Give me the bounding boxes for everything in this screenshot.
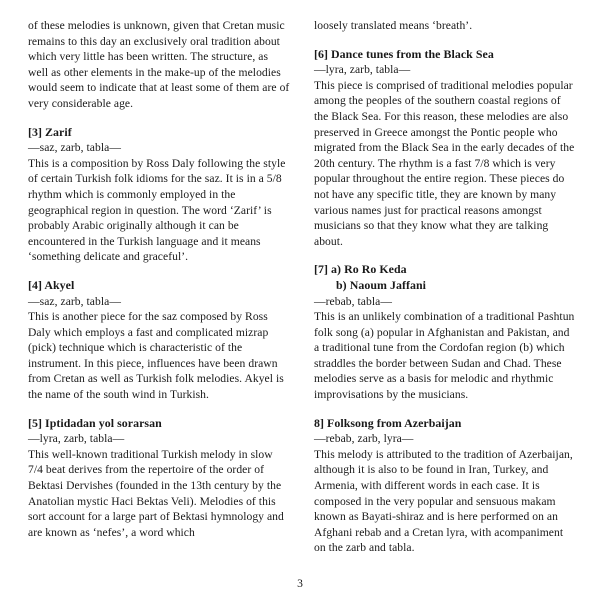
right-intro-paragraph: loosely translated means ‘breath’. bbox=[314, 19, 473, 32]
section-iptidadan-text: This well-known traditional Turkish melody in slow 7/4 beat derives from the repertoire of the order of Bektasi Dervishes (founded in the 13th century by the Anatolian mystic Haci Bektas Veli). Melodies of this sort account for a large part of Bektasi hymnology and are known as ‘nefes’, a word which bbox=[28, 447, 284, 539]
section-iptidadan-title: [5] Iptidadan yol sorarsan bbox=[28, 415, 162, 430]
section-akyel-title: [4] Akyel bbox=[28, 277, 75, 292]
left-column bbox=[28, 18, 290, 570]
two-column-layout bbox=[28, 18, 575, 570]
section-ro-ro-keda bbox=[314, 262, 576, 402]
right-intro-block bbox=[314, 18, 576, 34]
right-column bbox=[314, 18, 576, 570]
section-ro-ro-keda-title: [7] a) Ro Ro Keda bbox=[314, 262, 407, 277]
section-black-sea-title: [6] Dance tunes from the Black Sea bbox=[314, 46, 494, 61]
page-number: 3 bbox=[297, 577, 303, 590]
section-akyel-instruments: —saz, zarb, tabla— bbox=[28, 294, 121, 308]
section-zarif-text: This is a composition by Ross Daly following the style of certain Turkish folk idioms for the saz. It is in a 5/8 rhythm which is commonly employed in the geographical region in question. The word ‘Zarif’ is probably Arabic originally although it can be encountered in the Turkish language and it means ‘something delicate and graceful’. bbox=[28, 156, 286, 264]
section-black-sea-instruments: —lyra, zarb, tabla— bbox=[314, 63, 411, 77]
section-akyel-text: This is another piece for the saz composed by Ross Daly which employs a fast and complicated mizrap (pick) technique which is characteristic of the instrument. In this piece, influences have been drawn from Cretan as well as Turkish folk melodies. Akyel is the name of the south wind in Turkish. bbox=[28, 310, 284, 402]
section-azerbaijan-text: This melody is attributed to the tradition of Azerbaijan, although it is also to be found in Iran, Turkey, and Armenia, with different words in each case. It is composed in the very popular and sensuous makam known as Bayati-shiraz and is here performed on an Afghani rebab and a Cretan lyra, with acompaniment on the zarb and tabla. bbox=[314, 447, 573, 555]
section-azerbaijan-instruments: —rebab, zarb, lyra— bbox=[314, 432, 414, 446]
section-iptidadan-yol-sorarsan bbox=[28, 416, 290, 541]
section-iptidadan-instruments: —lyra, zarb, tabla— bbox=[28, 432, 125, 446]
left-intro-block bbox=[28, 18, 290, 112]
section-akyel bbox=[28, 278, 290, 403]
section-black-sea-dance-tunes bbox=[314, 47, 576, 250]
section-folksong-azerbaijan bbox=[314, 416, 576, 556]
section-azerbaijan-title: 8] Folksong from Azerbaijan bbox=[314, 415, 462, 430]
section-zarif-instruments: —saz, zarb, tabla— bbox=[28, 141, 121, 155]
section-black-sea-text: This piece is comprised of traditional melodies popular among the peoples of the southern coastal regions of the Black Sea. For this reason, these melodies are also preserved in Greece amongst the Pontic people who migrated from the Black Sea in the early decades of the 20th century. The rhythm is a fast 7/8 which is very popular throughout the entire region. These pieces do not have any specific title, they are known by many various names just for practical reasons amongst musicians so that they know what they are talking about. bbox=[314, 78, 575, 248]
section-naoum-jaffani-subtitle: b) Naoum Jaffani bbox=[336, 277, 426, 292]
section-ro-ro-keda-instruments: —rebab, tabla— bbox=[314, 294, 392, 308]
left-intro-paragraph: of these melodies is unknown, given that Cretan music remains to this day an exclusively oral tradition about which very little has been written. The structure, as well as other elements in the make-up of the melodies would seem to indicate that at least some of them are of very considerable age. bbox=[28, 19, 290, 110]
section-zarif-title: [3] Zarif bbox=[28, 124, 72, 139]
section-zarif bbox=[28, 125, 290, 265]
section-ro-ro-keda-text: This is an unlikely combination of a traditional Pashtun folk song (a) popular in Afghanistan and Pakistan, and a traditional tune from the Cordofan region (b) which straddles the border between Sudan and Chad. These melodies serve as a basis for melodic and rhythmic improvisations by the musicians. bbox=[314, 310, 575, 402]
